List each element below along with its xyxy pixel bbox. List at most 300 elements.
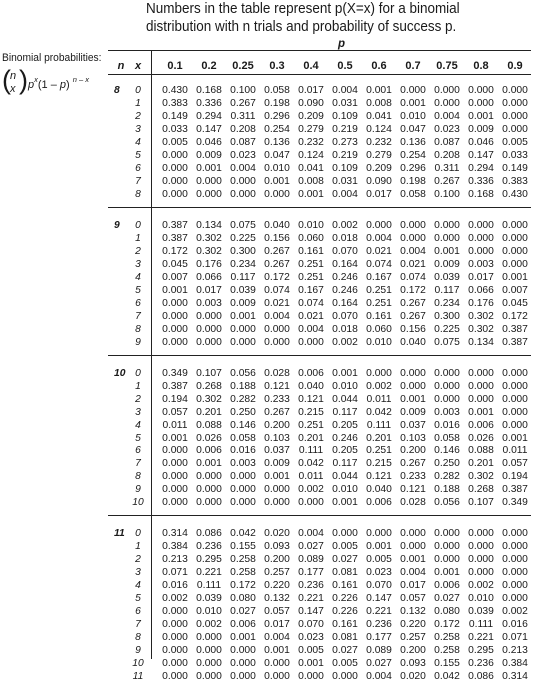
probability-cell: 0.107 bbox=[196, 367, 222, 379]
probability-cell: 0.156 bbox=[400, 323, 426, 335]
x-value: 8 bbox=[135, 188, 141, 200]
probability-cell: 0.009 bbox=[468, 123, 494, 135]
probability-cell: 0.060 bbox=[366, 323, 392, 335]
x-value: 8 bbox=[135, 632, 141, 644]
probability-cell: 0.057 bbox=[400, 593, 426, 605]
probability-cell: 0.000 bbox=[196, 323, 222, 335]
probability-cell: 0.302 bbox=[196, 393, 222, 405]
probability-cell: 0.172 bbox=[434, 619, 460, 631]
probability-cell: 0.006 bbox=[366, 497, 392, 509]
x-value: 1 bbox=[135, 541, 141, 553]
probability-cell: 0.000 bbox=[264, 497, 290, 509]
probability-cell: 0.209 bbox=[366, 162, 392, 174]
probability-cell: 0.021 bbox=[366, 245, 392, 257]
probability-cell: 0.296 bbox=[264, 110, 290, 122]
probability-cell: 0.047 bbox=[400, 123, 426, 135]
probability-cell: 0.267 bbox=[400, 310, 426, 322]
probability-cell: 0.003 bbox=[434, 406, 460, 418]
probability-cell: 0.080 bbox=[230, 593, 256, 605]
probability-cell: 0.000 bbox=[434, 219, 460, 231]
probability-cell: 0.294 bbox=[468, 162, 494, 174]
probability-cell: 0.000 bbox=[434, 232, 460, 244]
probability-cell: 0.020 bbox=[400, 671, 426, 683]
probability-cell: 0.258 bbox=[230, 567, 256, 579]
table-row bbox=[108, 232, 533, 245]
probability-cell: 0.081 bbox=[332, 632, 358, 644]
probability-cell: 0.003 bbox=[196, 297, 222, 309]
probability-cell: 0.117 bbox=[332, 458, 358, 470]
probability-cell: 0.311 bbox=[230, 110, 256, 122]
table-row bbox=[108, 149, 533, 162]
probability-cell: 0.221 bbox=[196, 567, 222, 579]
probability-cell: 0.005 bbox=[502, 136, 528, 148]
probability-cell: 0.155 bbox=[230, 541, 256, 553]
probability-cell: 0.146 bbox=[434, 445, 460, 457]
probability-cell: 0.000 bbox=[162, 297, 188, 309]
header-p: 0.25 bbox=[232, 60, 254, 72]
probability-cell: 0.267 bbox=[230, 97, 256, 109]
probability-cell: 0.251 bbox=[298, 419, 324, 431]
probability-cell: 0.020 bbox=[264, 528, 290, 540]
probability-cell: 0.057 bbox=[502, 458, 528, 470]
x-value: 4 bbox=[135, 136, 141, 148]
probability-cell: 0.134 bbox=[468, 336, 494, 348]
probability-cell: 0.000 bbox=[400, 219, 426, 231]
probability-cell: 0.387 bbox=[162, 219, 188, 231]
formula-terms: $p^x(1 - p)$ $^{n - x}$ bbox=[28, 75, 90, 91]
probability-cell: 0.172 bbox=[264, 271, 290, 283]
x-value: 6 bbox=[135, 297, 141, 309]
probability-cell: 0.172 bbox=[502, 310, 528, 322]
probability-cell: 0.000 bbox=[264, 671, 290, 683]
table-row bbox=[108, 297, 533, 310]
x-value: 2 bbox=[135, 110, 141, 122]
probability-cell: 0.026 bbox=[196, 432, 222, 444]
probability-cell: 0.136 bbox=[264, 136, 290, 148]
probability-cell: 0.000 bbox=[468, 554, 494, 566]
probability-cell: 0.000 bbox=[230, 188, 256, 200]
probability-cell: 0.000 bbox=[502, 528, 528, 540]
probability-cell: 0.006 bbox=[434, 580, 460, 592]
probability-cell: 0.004 bbox=[264, 310, 290, 322]
probability-cell: 0.233 bbox=[264, 393, 290, 405]
probability-cell: 0.000 bbox=[468, 393, 494, 405]
probability-cell: 0.009 bbox=[196, 149, 222, 161]
probability-cell: 0.000 bbox=[468, 567, 494, 579]
probability-cell: 0.226 bbox=[332, 593, 358, 605]
probability-cell: 0.117 bbox=[332, 406, 358, 418]
probability-cell: 0.384 bbox=[162, 541, 188, 553]
probability-cell: 0.383 bbox=[162, 97, 188, 109]
probability-cell: 0.000 bbox=[162, 310, 188, 322]
table-row bbox=[108, 258, 533, 271]
probability-cell: 0.000 bbox=[502, 393, 528, 405]
probability-cell: 0.004 bbox=[298, 528, 324, 540]
x-value: 2 bbox=[135, 554, 141, 566]
probability-cell: 0.000 bbox=[264, 336, 290, 348]
probability-cell: 0.201 bbox=[468, 458, 494, 470]
probability-cell: 0.302 bbox=[196, 245, 222, 257]
probability-cell: 0.246 bbox=[332, 284, 358, 296]
probability-cell: 0.066 bbox=[196, 271, 222, 283]
probability-cell: 0.267 bbox=[400, 297, 426, 309]
probability-cell: 0.086 bbox=[196, 528, 222, 540]
probability-cell: 0.000 bbox=[468, 367, 494, 379]
x-value: 5 bbox=[135, 284, 141, 296]
probability-cell: 0.009 bbox=[400, 406, 426, 418]
probability-cell: 0.046 bbox=[196, 136, 222, 148]
probability-cell: 0.000 bbox=[502, 567, 528, 579]
x-value: 5 bbox=[135, 432, 141, 444]
probability-cell: 0.004 bbox=[400, 567, 426, 579]
probability-cell: 0.037 bbox=[400, 419, 426, 431]
probability-cell: 0.086 bbox=[468, 671, 494, 683]
table-row bbox=[108, 540, 533, 553]
probability-cell: 0.040 bbox=[400, 336, 426, 348]
probability-cell: 0.300 bbox=[230, 245, 256, 257]
header-p: 0.9 bbox=[507, 60, 523, 72]
probability-cell: 0.000 bbox=[230, 484, 256, 496]
probability-cell: 0.209 bbox=[298, 110, 324, 122]
probability-cell: 0.107 bbox=[468, 497, 494, 509]
probability-cell: 0.176 bbox=[468, 297, 494, 309]
probability-cell: 0.251 bbox=[298, 271, 324, 283]
probability-cell: 0.004 bbox=[434, 110, 460, 122]
probability-cell: 0.100 bbox=[230, 85, 256, 96]
probability-cell: 0.087 bbox=[434, 136, 460, 148]
probability-cell: 0.161 bbox=[332, 580, 358, 592]
header-p: 0.7 bbox=[405, 60, 421, 72]
probability-cell: 0.074 bbox=[366, 258, 392, 270]
probability-cell: 0.267 bbox=[264, 258, 290, 270]
table-row bbox=[108, 219, 533, 232]
probability-cell: 0.011 bbox=[366, 393, 392, 405]
probability-cell: 0.017 bbox=[366, 188, 392, 200]
probability-cell: 0.257 bbox=[400, 632, 426, 644]
probability-cell: 0.000 bbox=[434, 367, 460, 379]
probability-cell: 0.254 bbox=[400, 149, 426, 161]
probability-cell: 0.246 bbox=[332, 271, 358, 283]
probability-cell: 0.040 bbox=[264, 219, 290, 231]
probability-cell: 0.383 bbox=[502, 175, 528, 187]
probability-cell: 0.001 bbox=[230, 632, 256, 644]
probability-cell: 0.000 bbox=[434, 528, 460, 540]
probability-cell: 0.000 bbox=[298, 671, 324, 683]
probability-cell: 0.121 bbox=[298, 393, 324, 405]
probability-cell: 0.010 bbox=[332, 484, 358, 496]
probability-cell: 0.200 bbox=[400, 645, 426, 657]
probability-cell: 0.011 bbox=[298, 471, 324, 483]
probability-cell: 0.010 bbox=[332, 380, 358, 392]
probability-cell: 0.384 bbox=[502, 658, 528, 670]
probability-cell: 0.000 bbox=[162, 606, 188, 618]
table-row bbox=[108, 323, 533, 336]
table-row bbox=[108, 553, 533, 566]
probability-cell: 0.000 bbox=[434, 380, 460, 392]
probability-cell: 0.000 bbox=[162, 671, 188, 683]
probability-cell: 0.221 bbox=[298, 593, 324, 605]
probability-cell: 0.000 bbox=[400, 367, 426, 379]
probability-cell: 0.000 bbox=[434, 541, 460, 553]
probability-cell: 0.000 bbox=[162, 632, 188, 644]
probability-cell: 0.005 bbox=[298, 645, 324, 657]
probability-cell: 0.000 bbox=[230, 471, 256, 483]
probability-cell: 0.000 bbox=[196, 671, 222, 683]
x-value: 9 bbox=[135, 336, 141, 348]
probability-cell: 0.000 bbox=[502, 380, 528, 392]
probability-cell: 0.002 bbox=[502, 606, 528, 618]
probability-cell: 0.008 bbox=[298, 175, 324, 187]
probability-cell: 0.000 bbox=[502, 367, 528, 379]
probability-cell: 0.000 bbox=[298, 336, 324, 348]
probability-cell: 0.000 bbox=[196, 484, 222, 496]
probability-cell: 0.001 bbox=[162, 284, 188, 296]
probability-cell: 0.001 bbox=[196, 458, 222, 470]
probability-cell: 0.254 bbox=[264, 123, 290, 135]
probability-cell: 0.000 bbox=[468, 232, 494, 244]
header-p: 0.8 bbox=[473, 60, 489, 72]
probability-cell: 0.155 bbox=[434, 658, 460, 670]
probability-cell: 0.176 bbox=[196, 258, 222, 270]
probability-cell: 0.026 bbox=[468, 432, 494, 444]
table-row bbox=[108, 175, 533, 188]
probability-cell: 0.002 bbox=[162, 593, 188, 605]
probability-cell: 0.188 bbox=[434, 484, 460, 496]
probability-cell: 0.088 bbox=[468, 445, 494, 457]
probability-cell: 0.018 bbox=[332, 232, 358, 244]
probability-cell: 0.117 bbox=[434, 284, 460, 296]
probability-cell: 0.070 bbox=[366, 580, 392, 592]
table-row bbox=[108, 527, 533, 540]
probability-cell: 0.172 bbox=[162, 245, 188, 257]
probability-cell: 0.031 bbox=[332, 97, 358, 109]
probability-cell: 0.336 bbox=[196, 97, 222, 109]
probability-cell: 0.164 bbox=[332, 297, 358, 309]
probability-cell: 0.046 bbox=[468, 136, 494, 148]
probability-cell: 0.201 bbox=[196, 406, 222, 418]
probability-cell: 0.010 bbox=[298, 219, 324, 231]
probability-cell: 0.005 bbox=[366, 554, 392, 566]
probability-cell: 0.149 bbox=[162, 110, 188, 122]
table-row bbox=[108, 367, 533, 380]
probability-cell: 0.003 bbox=[230, 458, 256, 470]
probability-cell: 0.000 bbox=[162, 645, 188, 657]
x-value: 4 bbox=[135, 419, 141, 431]
table-row bbox=[108, 457, 533, 470]
probability-cell: 0.000 bbox=[468, 541, 494, 553]
probability-cell: 0.000 bbox=[230, 645, 256, 657]
probability-cell: 0.000 bbox=[162, 445, 188, 457]
probability-cell: 0.010 bbox=[264, 162, 290, 174]
probability-cell: 0.000 bbox=[502, 406, 528, 418]
probability-cell: 0.000 bbox=[196, 632, 222, 644]
x-value: 7 bbox=[135, 175, 141, 187]
x-value: 0 bbox=[135, 528, 141, 540]
probability-cell: 0.188 bbox=[230, 380, 256, 392]
probability-cell: 0.021 bbox=[400, 258, 426, 270]
table-top-rule bbox=[108, 50, 531, 51]
probability-cell: 0.074 bbox=[264, 284, 290, 296]
probability-cell: 0.121 bbox=[400, 484, 426, 496]
probability-cell: 0.000 bbox=[366, 528, 392, 540]
probability-cell: 0.001 bbox=[502, 432, 528, 444]
probability-cell: 0.000 bbox=[502, 541, 528, 553]
probability-cell: 0.268 bbox=[196, 380, 222, 392]
probability-cell: 0.000 bbox=[162, 149, 188, 161]
table-row bbox=[108, 336, 533, 349]
probability-cell: 0.221 bbox=[366, 606, 392, 618]
probability-cell: 0.302 bbox=[468, 471, 494, 483]
x-value: 6 bbox=[135, 445, 141, 457]
probability-cell: 0.007 bbox=[162, 271, 188, 283]
probability-cell: 0.001 bbox=[196, 162, 222, 174]
probability-cell: 0.168 bbox=[468, 188, 494, 200]
probability-cell: 0.001 bbox=[434, 567, 460, 579]
probability-cell: 0.117 bbox=[230, 271, 256, 283]
probability-cell: 0.000 bbox=[230, 658, 256, 670]
probability-cell: 0.000 bbox=[162, 658, 188, 670]
probability-cell: 0.430 bbox=[162, 85, 188, 96]
formula-n: n bbox=[10, 70, 17, 82]
probability-cell: 0.001 bbox=[264, 175, 290, 187]
probability-cell: 0.044 bbox=[332, 393, 358, 405]
probability-cell: 0.039 bbox=[468, 606, 494, 618]
probability-cell: 0.001 bbox=[400, 554, 426, 566]
n-value: 11 bbox=[114, 528, 125, 540]
probability-cell: 0.236 bbox=[468, 658, 494, 670]
probability-cell: 0.070 bbox=[332, 310, 358, 322]
probability-cell: 0.044 bbox=[332, 471, 358, 483]
probability-cell: 0.267 bbox=[264, 406, 290, 418]
probability-cell: 0.294 bbox=[196, 110, 222, 122]
probability-cell: 0.225 bbox=[434, 323, 460, 335]
probability-cell: 0.172 bbox=[400, 284, 426, 296]
probability-cell: 0.000 bbox=[502, 245, 528, 257]
probability-cell: 0.056 bbox=[230, 367, 256, 379]
probability-cell: 0.004 bbox=[366, 671, 392, 683]
probability-cell: 0.387 bbox=[502, 484, 528, 496]
probability-cell: 0.000 bbox=[230, 323, 256, 335]
probability-cell: 0.010 bbox=[468, 593, 494, 605]
probability-cell: 0.000 bbox=[196, 310, 222, 322]
probability-cell: 0.002 bbox=[196, 619, 222, 631]
probability-cell: 0.000 bbox=[502, 419, 528, 431]
header-p: 0.2 bbox=[201, 60, 217, 72]
probability-cell: 0.071 bbox=[162, 567, 188, 579]
probability-cell: 0.000 bbox=[434, 85, 460, 96]
probability-cell: 0.311 bbox=[434, 162, 460, 174]
probability-cell: 0.124 bbox=[366, 123, 392, 135]
probability-cell: 0.057 bbox=[162, 406, 188, 418]
probability-cell: 0.023 bbox=[434, 123, 460, 135]
probability-cell: 0.005 bbox=[162, 136, 188, 148]
probability-cell: 0.194 bbox=[162, 393, 188, 405]
probability-cell: 0.234 bbox=[230, 258, 256, 270]
probability-cell: 0.111 bbox=[366, 419, 392, 431]
probability-cell: 0.001 bbox=[264, 645, 290, 657]
probability-cell: 0.090 bbox=[298, 97, 324, 109]
probability-cell: 0.147 bbox=[298, 606, 324, 618]
x-value: 3 bbox=[135, 258, 141, 270]
x-value: 2 bbox=[135, 245, 141, 257]
probability-cell: 0.251 bbox=[366, 445, 392, 457]
probability-cell: 0.168 bbox=[196, 85, 222, 96]
probability-cell: 0.215 bbox=[298, 406, 324, 418]
probability-cell: 0.258 bbox=[230, 554, 256, 566]
probability-cell: 0.251 bbox=[366, 284, 392, 296]
probability-cell: 0.001 bbox=[332, 367, 358, 379]
probability-cell: 0.336 bbox=[468, 175, 494, 187]
x-value: 7 bbox=[135, 310, 141, 322]
probability-cell: 0.282 bbox=[230, 393, 256, 405]
probability-cell: 0.001 bbox=[264, 471, 290, 483]
probability-cell: 0.267 bbox=[400, 458, 426, 470]
probability-cell: 0.000 bbox=[502, 97, 528, 109]
x-value: 6 bbox=[135, 162, 141, 174]
x-value: 8 bbox=[135, 471, 141, 483]
table-row bbox=[108, 432, 533, 445]
probability-cell: 0.006 bbox=[196, 445, 222, 457]
probability-cell: 0.000 bbox=[196, 175, 222, 187]
probability-cell: 0.000 bbox=[332, 671, 358, 683]
probability-cell: 0.008 bbox=[366, 97, 392, 109]
probability-cell: 0.058 bbox=[434, 432, 460, 444]
probability-cell: 0.017 bbox=[298, 85, 324, 96]
probability-cell: 0.000 bbox=[366, 219, 392, 231]
probability-cell: 0.430 bbox=[502, 188, 528, 200]
probability-cell: 0.132 bbox=[400, 606, 426, 618]
probability-cell: 0.004 bbox=[264, 632, 290, 644]
table-row bbox=[108, 618, 533, 631]
probability-cell: 0.146 bbox=[230, 419, 256, 431]
probability-cell: 0.109 bbox=[332, 110, 358, 122]
x-value: 3 bbox=[135, 567, 141, 579]
probability-cell: 0.000 bbox=[162, 458, 188, 470]
table-row bbox=[108, 605, 533, 618]
probability-cell: 0.058 bbox=[400, 188, 426, 200]
probability-cell: 0.007 bbox=[502, 284, 528, 296]
x-value: 11 bbox=[132, 671, 144, 683]
probability-cell: 0.000 bbox=[162, 484, 188, 496]
probability-cell: 0.000 bbox=[162, 336, 188, 348]
x-value: 9 bbox=[135, 484, 141, 496]
table-row bbox=[108, 483, 533, 496]
probability-cell: 0.279 bbox=[366, 149, 392, 161]
probability-cell: 0.088 bbox=[196, 419, 222, 431]
probability-cell: 0.075 bbox=[230, 219, 256, 231]
probability-cell: 0.161 bbox=[366, 310, 392, 322]
probability-cell: 0.002 bbox=[332, 219, 358, 231]
x-value: 8 bbox=[135, 323, 141, 335]
header-p: 0.3 bbox=[269, 60, 285, 72]
table-row bbox=[108, 84, 533, 97]
caption-line-2: distribution with n trials and probability of success p. bbox=[146, 19, 457, 35]
probability-cell: 0.213 bbox=[162, 554, 188, 566]
probability-cell: 0.016 bbox=[502, 619, 528, 631]
probability-cell: 0.058 bbox=[230, 432, 256, 444]
table-row bbox=[108, 271, 533, 284]
probability-cell: 0.004 bbox=[298, 323, 324, 335]
probability-cell: 0.000 bbox=[502, 85, 528, 96]
probability-cell: 0.004 bbox=[332, 188, 358, 200]
table-row bbox=[108, 470, 533, 483]
probability-cell: 0.000 bbox=[434, 393, 460, 405]
x-value: 6 bbox=[135, 606, 141, 618]
table-row bbox=[108, 110, 533, 123]
probability-cell: 0.000 bbox=[264, 323, 290, 335]
probability-cell: 0.000 bbox=[162, 323, 188, 335]
probability-cell: 0.003 bbox=[468, 258, 494, 270]
